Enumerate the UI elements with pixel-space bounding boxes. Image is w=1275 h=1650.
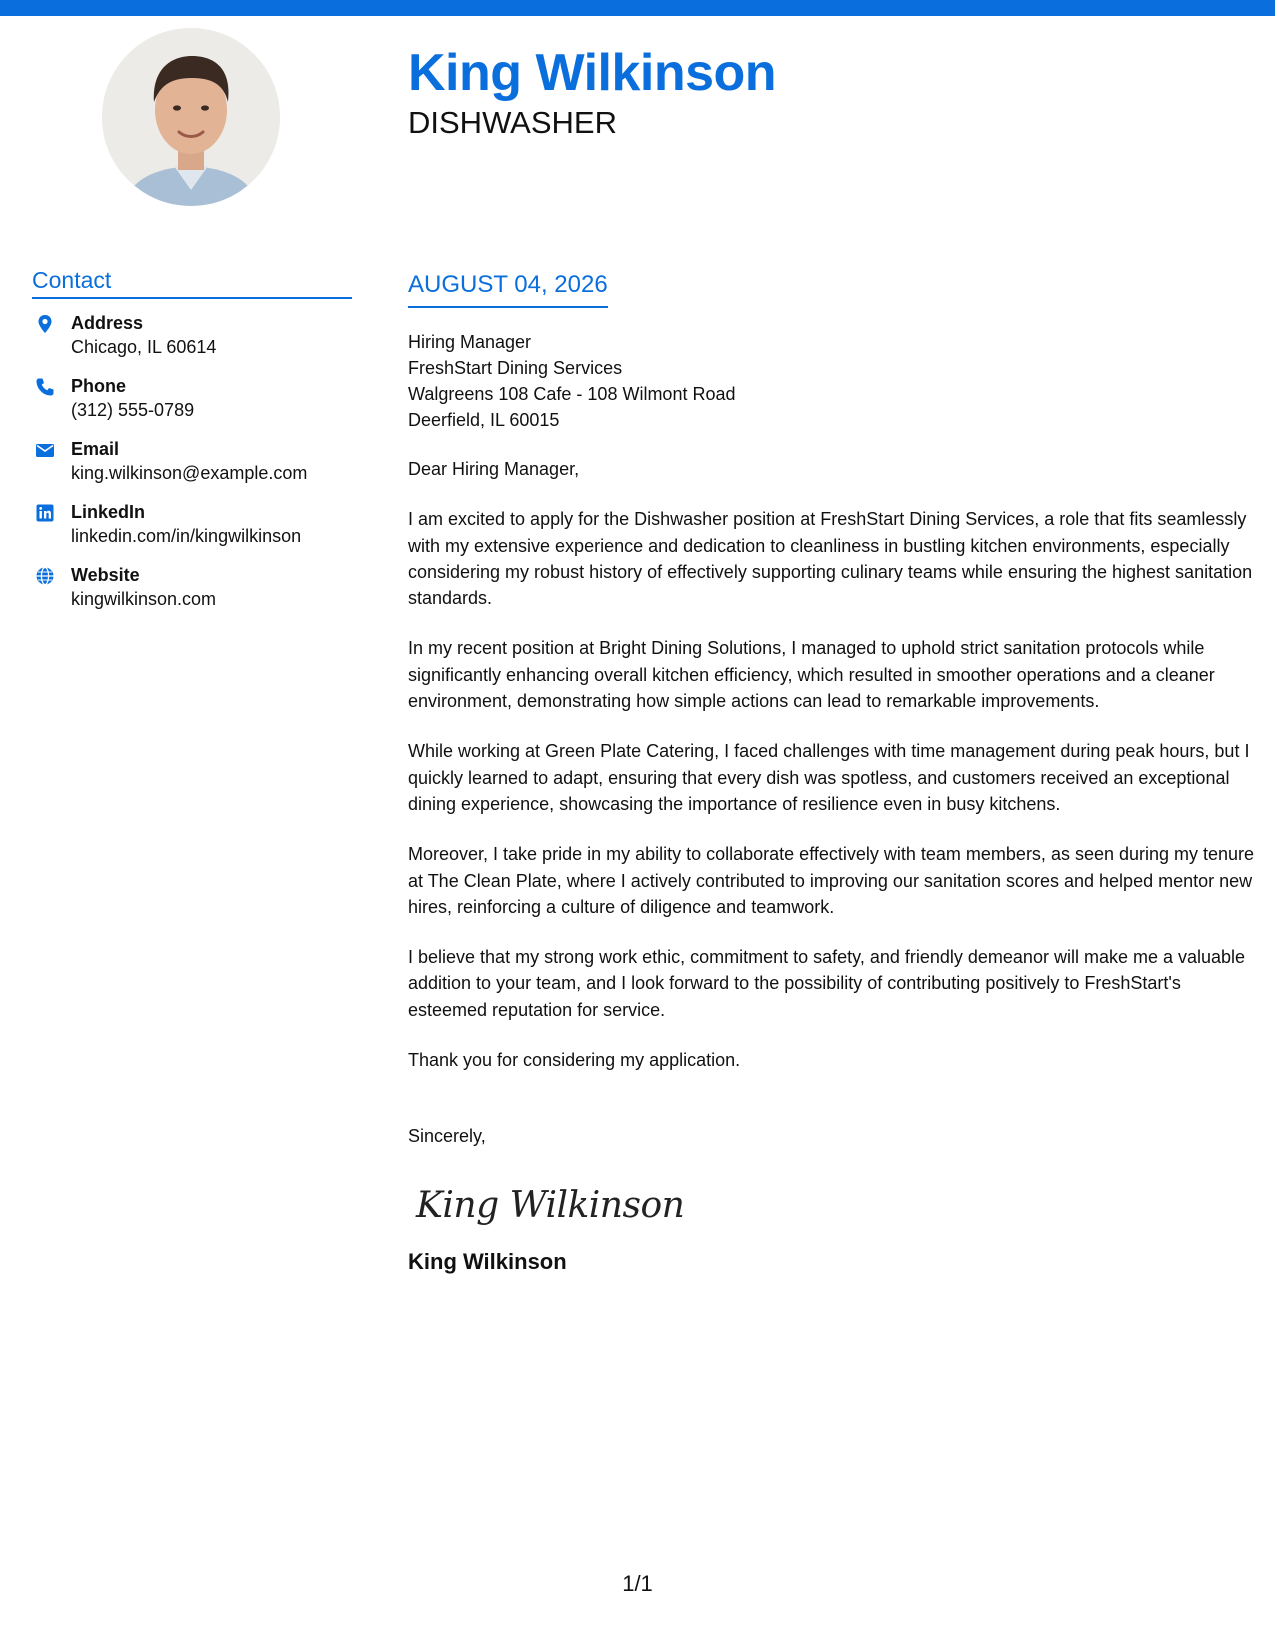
contact-sidebar — [32, 266, 352, 626]
body-paragraph: In my recent position at Bright Dining Solutions, I managed to uphold strict sanitation protocols while significantly enhancing overall kitchen efficiency, which resulted in smoother operations and a cleaner environment, demonstrating how simple actions can lead to remarkable improvements. — [408, 638, 1215, 712]
contact-list — [32, 311, 352, 626]
linkedin-icon — [35, 503, 55, 523]
contact-item-email — [32, 437, 352, 500]
envelope-icon — [35, 440, 55, 460]
contact-heading: Contact — [32, 266, 352, 299]
profile-photo — [102, 28, 280, 206]
contact-item-linkedin — [32, 500, 352, 563]
closing: Sincerely, — [408, 1126, 486, 1147]
closing-thanks: Thank you for considering my application. — [408, 1050, 741, 1071]
recipient-line: Hiring Manager — [408, 332, 532, 352]
contact-label: Address — [71, 313, 144, 333]
contact-value: king.wilkinson@example.com — [71, 463, 308, 483]
top-accent-bar — [0, 0, 1275, 16]
recipient-line: Deerfield, IL 60015 — [408, 410, 560, 430]
contact-item-phone — [32, 374, 352, 437]
contact-label: Email — [71, 439, 120, 459]
recipient-block — [408, 329, 1258, 433]
map-pin-icon — [35, 314, 55, 334]
handwritten-signature: King Wilkinson — [416, 1184, 685, 1226]
contact-value: Chicago, IL 60614 — [71, 337, 217, 357]
salutation: Dear Hiring Manager, — [408, 459, 580, 479]
body-paragraph: Moreover, I take pride in my ability to collaborate effectively with team members, as seen during my tenure at The Clean Plate, where I actively contributed to improving our sanitation scores and helped mentor new hires, reinforcing a culture of diligence and teamwork. — [408, 844, 1255, 917]
contact-value: (312) 555-0789 — [71, 400, 195, 420]
applicant-name: King Wilkinson — [408, 44, 777, 102]
globe-icon — [35, 566, 55, 586]
contact-label: Phone — [71, 376, 127, 396]
cover-letter — [408, 270, 1258, 1276]
recipient-line: FreshStart Dining Services — [408, 358, 623, 378]
recipient-line: Walgreens 108 Cafe - 108 Wilmont Road — [408, 384, 736, 404]
letter-date: AUGUST 04, 2026 — [408, 270, 608, 308]
contact-item-address — [32, 311, 352, 374]
page-number: 1/1 — [622, 1571, 653, 1596]
contact-value: kingwilkinson.com — [71, 589, 217, 609]
phone-icon — [35, 377, 55, 397]
job-title: DISHWASHER — [408, 105, 617, 140]
body-paragraph: While working at Green Plate Catering, I faced challenges with time management during peak hours, but I quickly learned to adapt, ensuring that every dish was spotless, and customers received an exceptional dining experience, showcasing the importance of resilience even in busy kitchens. — [408, 741, 1250, 814]
contact-value: linkedin.com/in/kingwilkinson — [71, 526, 302, 546]
body-paragraph: I believe that my strong work ethic, commitment to safety, and friendly demeanor will make me a valuable addition to your team, and I look forward to the possibility of contributing positively to FreshStart's esteemed reputation for service. — [408, 947, 1246, 1020]
contact-item-website — [32, 563, 352, 626]
contact-label: LinkedIn — [71, 502, 146, 522]
signer-name: King Wilkinson — [408, 1248, 567, 1274]
contact-label: Website — [71, 565, 140, 585]
body-paragraph: I am excited to apply for the Dishwasher position at FreshStart Dining Services, a role that fits seamlessly with my extensive experience and dedication to cleanliness in bustling kitchen environments, especially considering my robust history of effectively supporting culinary teams while ensuring the highest sanitation standards. — [408, 509, 1253, 609]
